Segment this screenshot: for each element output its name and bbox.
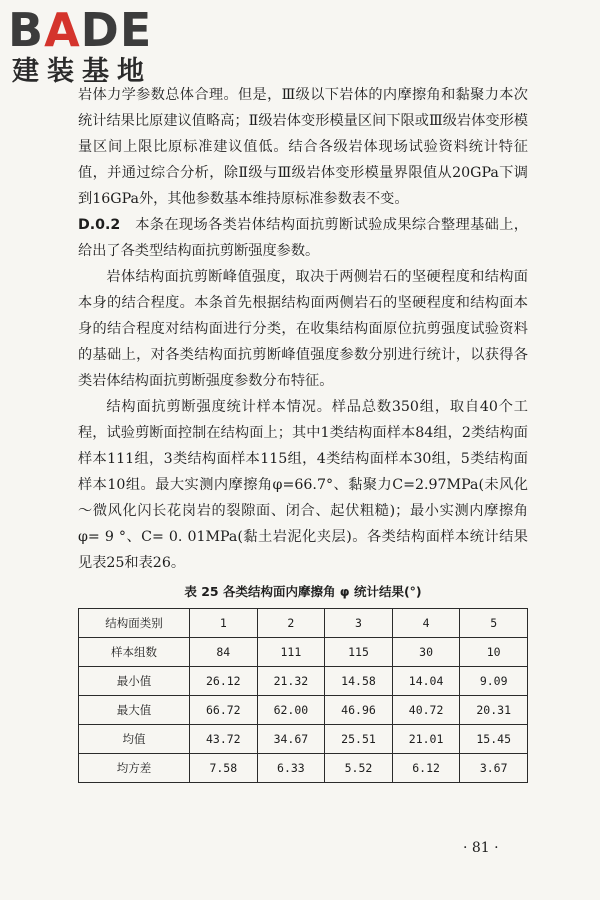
table-cell: 46.96 [325,696,393,725]
header-cell: 4 [392,609,460,638]
table-cell: 115 [325,638,393,667]
table-header-row [79,609,528,638]
row-label: 均值 [79,725,190,754]
paragraph-1: 岩体力学参数总体合理。但是，Ⅲ级以下岩体的内摩擦角和黏聚力本次统计结果比原建议值略高；Ⅱ级岩体变形模量区间下限或Ⅲ级岩体变形模量区间上限比原标准建议值低。结合各级岩体现场试验资料统计特征值，并通过综合分析，除Ⅱ级与Ⅲ级岩体变形模量界限值从20GPa下调到16GPa外，其他参数基本维持原标准参数表不变。 [78,87,528,207]
logo-subtitle: 建装基地 [12,56,152,87]
page-content [78,82,528,783]
table-cell: 21.01 [392,725,460,754]
table-cell: 6.33 [257,754,325,783]
row-label: 均方差 [79,754,190,783]
header-cell: 结构面类别 [79,609,190,638]
table-row [79,667,528,696]
table-row [79,754,528,783]
table-cell: 14.58 [325,667,393,696]
clause-d02 [78,212,528,264]
table-row [79,638,528,667]
page-number: · 81 · [463,840,499,856]
clause-text: 本条在现场各类岩体结构面抗剪断试验成果综合整理基础上，给出了各类型结构面抗剪断强度参数。 [78,217,528,259]
table-row [79,725,528,754]
table-cell: 26.12 [190,667,258,696]
row-label: 样本组数 [79,638,190,667]
paragraph-2: 岩体结构面抗剪断峰值强度，取决于两侧岩石的坚硬程度和结构面本身的结合程度。本条首先根据结构面两侧岩石的坚硬程度和结构面本身的结合程度对结构面进行分类，在收集结构面原位抗剪强度试验资料的基础上，对各类结构面抗剪断峰值强度参数分别进行统计，以获得各类岩体结构面抗剪断强度参数分布特征。 [78,269,528,389]
table-cell: 21.32 [257,667,325,696]
table-cell: 40.72 [392,696,460,725]
site-logo [8,3,198,90]
table-cell: 25.51 [325,725,393,754]
row-label: 最大值 [79,696,190,725]
header-cell: 2 [257,609,325,638]
paragraph-3: 结构面抗剪断强度统计样本情况。样品总数350组，取自40个工程，试验剪断面控制在结构面上；其中1类结构面样本84组，2类结构面样本111组，3类结构面样本115组，4类结构面样本30组，5类结构面样本10组。最大实测内摩擦角φ=66.7°、黏聚力C=2.97MPa(未风化～微风化闪长花岗岩的裂隙面、闭合、起伏粗糙)；最小实测内摩擦角φ= 9 °、C= 0. 01MPa(黏土岩泥化夹层)。各类结构面样本统计结果见表25和表26。 [78,399,528,571]
friction-angle-table [78,608,528,783]
clause-number: D.0.2 [78,217,121,233]
table-cell: 43.72 [190,725,258,754]
table-cell: 6.12 [392,754,460,783]
table-cell: 84 [190,638,258,667]
logo-wordmark: BADE [8,3,153,57]
header-cell: 1 [190,609,258,638]
row-label: 最小值 [79,667,190,696]
table-cell: 9.09 [460,667,528,696]
header-cell: 3 [325,609,393,638]
table-cell: 3.67 [460,754,528,783]
table-cell: 30 [392,638,460,667]
table-cell: 111 [257,638,325,667]
table-cell: 34.67 [257,725,325,754]
table-row [79,696,528,725]
table-cell: 20.31 [460,696,528,725]
table-cell: 14.04 [392,667,460,696]
table-cell: 66.72 [190,696,258,725]
table-cell: 7.58 [190,754,258,783]
table-cell: 5.52 [325,754,393,783]
table-cell: 62.00 [257,696,325,725]
table-cell: 15.45 [460,725,528,754]
table-cell: 10 [460,638,528,667]
header-cell: 5 [460,609,528,638]
table-title: 表 25 各类结构面内摩擦角 φ 统计结果(°) [184,584,422,599]
